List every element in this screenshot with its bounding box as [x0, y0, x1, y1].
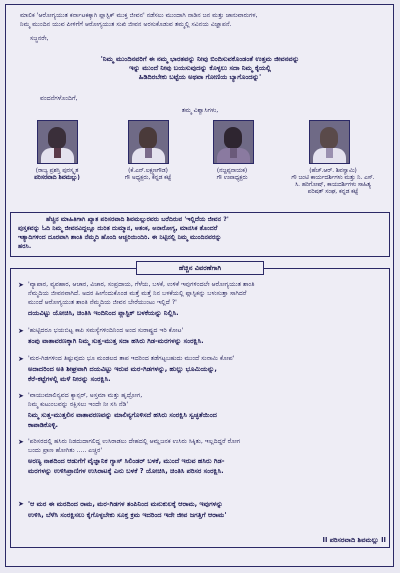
- signatory-1-role: ಪರಿಸರವಾದಿ ಶಿವಮಲ್ಲು): [34, 175, 80, 181]
- bullet-arrow-icon: ➤: [18, 438, 24, 446]
- points-title: ಹೆಚ್ಚಿನ ವಿವರಣೆಗಾಗಿ: [136, 261, 264, 275]
- point-2-line-1: 'ಹುಟ್ಟಿದರೂ ಭಯಬಿಟ್ಟ ಕಾಪಿ ಸಮಸ್ಯೆಗಳಿಂದಿನಿಂದ ಅಂದ ಸುರಾಷ್ಟ್ರದ ಇರಿ ಕೋಟ': [28, 327, 184, 334]
- signatory-4-role: ಗೌ ಜಂಟಿ ಕಾರ್ಯದರ್ಶಿಗಳು ಮತ್ತು ನಿ. ಎಸ್. ಸಿ. ಹರಿಗೋಷ್, ಕಾಯದರ್ಶಿಗಳು ಸಾಹಿತ್ಯ ಪರಿಷತ್ ಸಂಘ, ಕನ್ನಡ ಕಟ್ಟೆ: [291, 175, 375, 196]
- signatory-photo-3: [213, 120, 254, 164]
- point-6-line-2: ಉಳಿಸಿ, ಬೆಳೆಸಿ ಸಂರಕ್ಷಿಸಲು ಕೈಗೊಳ್ಳಬೇಕು ಸೂಕ್ತ ಕ್ರಮ ಇದರಿಂದ ಇದೇ ಜೀವ ಜಗತ್ತಿಗೆ ಆರಾಮ': [28, 511, 227, 519]
- signatory-3-name: (ನಜ್ಜಪ್ಪನಾಯಕ): [216, 168, 248, 174]
- salutation: ವಂದನೆಗಳೊಂದಿಗೆ,: [40, 95, 78, 102]
- point-6-line-1: 'ಆ ಮರ ಈ ಮರದಿಂದ ರಾಮ, ಮರ-ಗಿಡಗಳ ತಂಪಿನಿಂದ ಮನುಕುಲಕ್ಕೆ ಆರಾಮ, ಇವುಗಳನ್ನು: [28, 500, 223, 508]
- point-5-line-3: ಅರಣ್ಯ ನಾಶದಿಂದ ಆಡುಗೆಗೆ ವೈಜ್ಞಾನಿಕ ಗ್ಯಾಸ್ ಸಿಲಿಂಡರ್ ಬಳಕೆ, ಮುಂದೆ ಇರುವ ಹಸಿರು ಗಿಡ-: [28, 457, 225, 465]
- bullet-arrow-icon: ➤: [18, 281, 24, 289]
- intro-line-1: ಮಾಲಿಕ 'ಆರೋಗ್ಯಯುತ ಕರ್ನಾಟಕಕ್ಕಾಗಿ ಪ್ಲಾಸ್ಟಿಕ್ ಮುಕ್ತ ಜೀವನ' ನಡೆಸಲು ಮುಂದಾಗಿ ನಾಡಿನ ಜನ ಮತ್ತು ಜಾನುವಾರುಗಳ,: [20, 12, 258, 19]
- point-5-line-4: ಮರಗಳನ್ನು ಉಳಿಸಿಪ್ರಾಣಿಗಳ ಉಸಿರಾಟಕ್ಕೆ ಎನು ಬಳಕೆ ? ಯೋಚಿಸಿ, ಚಿಂತಿಸಿ ಪರಿಸರ ಸಂರಕ್ಷಿಸಿ.: [28, 467, 224, 475]
- signatory-photo-2: [128, 120, 169, 164]
- signatory-photo-1: [37, 120, 78, 164]
- bullet-arrow-icon: ➤: [18, 500, 24, 508]
- signatory-2-name: (ಕೆ.ಎನ್.ಲಕ್ಷ್ಮಣಗೌಡ): [128, 168, 168, 174]
- point-4-line-1: 'ವಾಯುಮಾಲಿನ್ಯವದ ಕ್ಯಾನ್ಸರ್, ಅಸ್ತಮಾ ಮತ್ತು ಹೃದ್ರೋಗ,: [28, 392, 143, 399]
- bullet-arrow-icon: ➤: [18, 392, 24, 400]
- bullet-arrow-icon: ➤: [18, 327, 24, 335]
- point-4-line-2: ನಿಮ್ಮ ಕುಟುಂಬವನ್ನು ರಕ್ಷಿಸಲು ಇಂದೇ ನೀ ಸಸಿ ನೆಡಿ': [28, 401, 129, 408]
- bullet-arrow-icon: ➤: [18, 355, 24, 363]
- point-5-line-2: ಬಂದು ಪ್ರಾಣ ಹೋಗಿತು ..... ಎಚ್ಚರ': [28, 447, 103, 454]
- point-1-line-2: ನೆಮ್ಮದಿಯ ಜೀವನವಾಗಿದೆ. ಅದರ ಹೀಗೆಂದುಕೊಂಡ ಮತ್ತೆ ಮತ್ತೆ ನಿನ ಬಳಕೆಯಲ್ಲಿ ಪ್ಲಾಸ್ಟಿಕನ್ನು ಬಳುಸುತ್ತಾ ಸಾಗಿದರೆ: [28, 290, 247, 297]
- point-4-line-3: ನಿಮ್ಮ ಸುತ್ತ-ಮುತ್ತಲಿನ ವಾತಾವರಣವನ್ನು ಮಾಲಿನ್ಯಗೊಳಿಸದೆ ಹಸಿರು ಸಂರಕ್ಷಿಸಿ ಸ್ವಚ್ಛತೆಯಿಂದ: [28, 411, 217, 419]
- info-line-2: ಪುಸ್ತಕವನ್ನು ಓದಿ ನಿಮ್ಮ ಜೀವನವಿದ್ದಲ್ಲೂ ದುರಿತ ದುಮ್ಮಾನ, ಆತಂಕ, ಅನಾರೋಗ್ಯ, ಮಾನಸಿಕ ತೊಂದರೆ: [18, 225, 218, 232]
- point-1-line-3: ಮುಂದೆ ಆರೋಗ್ಯಯುತ ಶಾಂತಿ ನೆಮ್ಮದಿಯ ಜೀವನ ಬೇರೆಯುಂಟು ಇಲ್ಲಿದೆ ?': [28, 299, 177, 306]
- signatory-4-name: (ಹೆಚ್.ಆರ್. ಶಿವಸ್ವಾಮಿ): [309, 168, 357, 174]
- info-line-4: ಹರಸಿ.: [18, 243, 32, 250]
- point-2-line-2: ತಂಪು ವಾತಾವರಣಕ್ಕಾಗಿ ನಿಮ್ಮ ಸುತ್ತ-ಮುತ್ತ ಸದಾ ಹಸಿರು ಗಿಡ-ಮರಗಳನ್ನು ಸಂರಕ್ಷಿಸಿ.: [28, 337, 204, 345]
- signatory-1-name: (ರಾಜ್ಯ ಪ್ರಶಸ್ತಿ ಪುರಸ್ಕೃತ: [35, 168, 79, 174]
- yours-truly: ತಮ್ಮ ವಿಶ್ವಾಸಿಗಳು,: [181, 107, 219, 114]
- footer-signature: II ಪರಿಸರವಾದಿ ಶಿವಮಲ್ಲು II: [322, 536, 386, 544]
- info-line-1: ಹೆಚ್ಚಿನ ಮಾಹಿತಿಗಾಗಿ ಖ್ಯಾತ ಪರಿಸರವಾದಿ ಶಿವಮಲ್ಲುರವರು ಬರೆದಿರುವ 'ಇಲ್ಲಿದೆಯ ಜೀವನ ?': [46, 216, 229, 223]
- point-3-line-1: 'ಮರ-ಗಿಡಗಳಿಂದ ತಿಷ್ಟುವುದು ಭೂ ಮಂಡಲದ ತಾಪ ಇದರಿಂದ ತಡೆಗಟ್ಟಬಹುದು ಮುಂದೆ ಸುನಾಮಿ ಕೋಪ': [28, 355, 235, 362]
- quote-line-1: 'ನಿಮ್ಮ ಮುಂದಿನವರಿಗೆ ಈ ನಮ್ಮ ಭಾರತವನ್ನು ನೀವು ಬಿಂದಿಸುವಕೊಂಡಂತೆ ಉತ್ತಮ ಜೀವನವನ್ನು: [100, 55, 300, 63]
- point-3-line-2: ಅದಾದರಿಂದ ಅತಿ ಶೀಘ್ರವಾಗಿ ದಯವಿಟ್ಟು ಇರುವ ಮರ-ಗಿಡಗಳನ್ನು, ಹುಲ್ಲು ಭೂಮಿಯನ್ನು,: [28, 365, 217, 373]
- point-1-line-4: ದಯವಿಟ್ಟು ಯೋಚಿಸಿ, ಚಿಂತಿಸಿ ಇಂದಿನಿಂದ ಪ್ಲಾಸ್ಟಿಕ್ ಬಳಕೆಯನ್ನು ನಿಲ್ಲಿಸಿ.: [28, 309, 179, 317]
- point-1-line-1: 'ವ್ಯಾಪಾರ, ವ್ಯವಹಾರ, ಆಚಾರ, ವಿಚಾರ, ಸಂಪ್ರದಾಯ, ಗೆಳೆಯ, ಬಳಕೆ, ಉಳಿಕೆ ಇವುಗಳಿಂದಲೇ ಆರೋಗ್ಯಯುತ ಶಾಂತಿ: [28, 281, 255, 288]
- signatory-3-role: ಗೌ ಉಪಾಧ್ಯಕ್ಷರು: [216, 175, 248, 181]
- signatory-photo-4: [309, 120, 350, 164]
- signatory-2-role: ಗೌ ಅಧ್ಯಕ್ಷರು, ಕನ್ನಡ ಕಟ್ಟೆ: [124, 175, 172, 181]
- point-4-line-4: ಕಾಪಾಡಿಕೊಳ್ಳಿ.: [28, 421, 58, 429]
- point-5-line-1: 'ಪರಿಸರದಲ್ಲಿ ಹಸಿರು ನಿಡದುದಾಗಲಿದ್ದ ಉಸಿರಾಡಲು ದೇಹದಲ್ಲಿ ಆಮ್ಲಜನಕ ಉಸಿರು ಸಿಕ್ಕಿತು, ಇಲ್ಲದಿದ್ದರೆ ರೋಗ: [28, 438, 241, 445]
- quote-line-2: ಇನ್ನು ಮುಂದೆ ನೀವು ಬಯಸುವುದನ್ನು ಕೊಳ್ಳಲು ಸದಾ ನಿಮ್ಮ ಕೈಯಲ್ಲಿ: [129, 64, 271, 72]
- intro-line-2: ನಿಮ್ಮ ಮುಂದಿನ ಯುವ ಪೀಳಿಗೆಗೆ ಆರೋಗ್ಯಯುತ ಸುಖಿ ಜೀವನ ಅರಸುಕೊಡುವ ತಮ್ಮಲ್ಲಿ ಸವಿನಯ ವಿಜ್ಞಾಪನೆ.: [20, 21, 232, 28]
- greeting: ಸಜ್ಜನರೇ,: [30, 35, 49, 42]
- point-3-line-3: ಕೆರೆ-ಕಟ್ಟೆಗಳಲ್ಲಿ ಮಳೆ ನೀರನ್ನು ಸಂರಕ್ಷಿಸಿ.: [28, 375, 111, 383]
- quote-line-3: ಹಿಡಿದಿರಬೇಕು ಬಟ್ಟೆಯ ಅಥವಾ ಗೋಣಿಯ ಬ್ಯಾಗೊಂದನ್ನು': [138, 73, 262, 81]
- info-line-3: ಇತ್ಯಾದಿಗಳಿಂದ ದೂರವಾಗಿ ಶಾಂತಿ ನೆಮ್ಮದಿ ಹೊಂದಿ ಆಚ್ಚರಿಯಿಂದಿರಿ. ಈ ನಿಟ್ಟಿನಲ್ಲಿ ನಿಮ್ಮ ಮುಂದಿನವರನ್ನು: [18, 234, 222, 241]
